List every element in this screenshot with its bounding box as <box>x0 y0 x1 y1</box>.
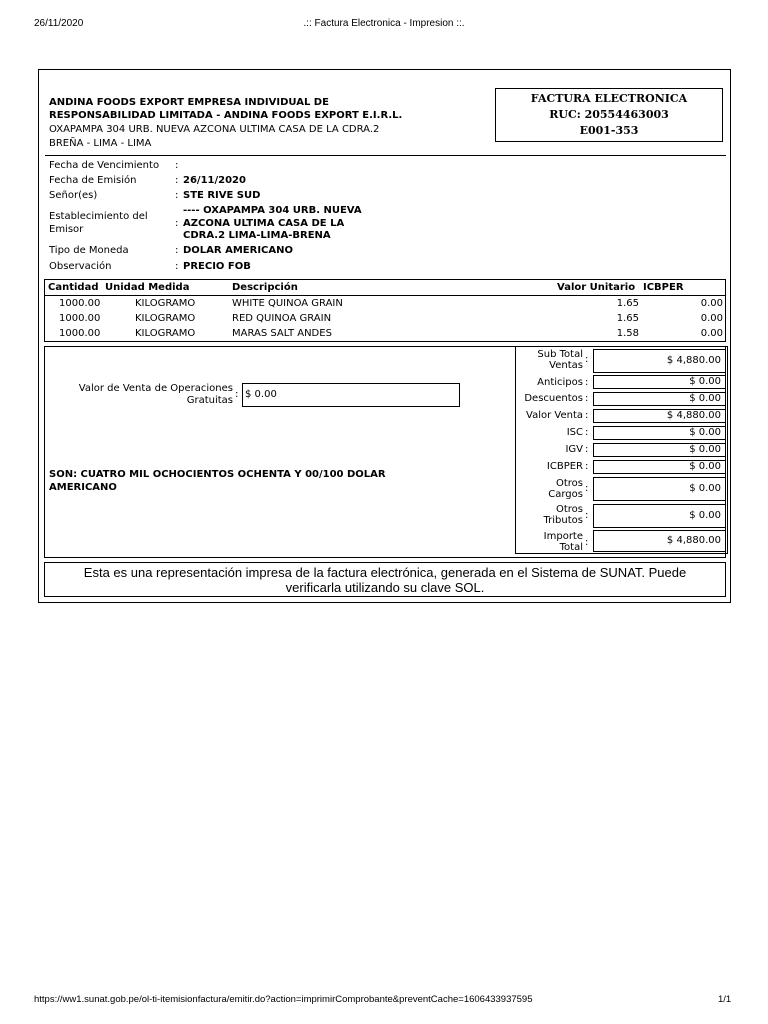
row-unit: KILOGRAMO <box>135 313 196 324</box>
client-value: STE RIVE SUD <box>183 190 261 201</box>
establishment-label-line2: Emisor <box>49 224 84 235</box>
total-colon: : <box>585 410 589 421</box>
establishment-value-line2: AZCONA ULTIMA CASA DE LA <box>183 218 345 229</box>
establishment-label-line1: Establecimiento del <box>49 211 148 222</box>
total-label-line1: Sub Total <box>537 349 583 360</box>
total-label: ISC <box>566 427 583 438</box>
total-value: $ 0.00 <box>593 375 726 389</box>
establishment-colon: : <box>175 218 179 229</box>
row-desc: WHITE QUINOA GRAIN <box>232 298 343 309</box>
gratuitas-value: $ 0.00 <box>242 383 460 407</box>
total-value: $ 4,880.00 <box>593 530 726 552</box>
invoice-frame <box>38 69 731 603</box>
row-qty: 1000.00 <box>59 298 101 309</box>
currency-label: Tipo de Moneda <box>49 245 129 256</box>
due-date-label: Fecha de Vencimiento <box>49 160 160 171</box>
total-colon: : <box>585 354 589 365</box>
row-price: 1.58 <box>616 328 639 339</box>
establishment-value-line3: CDRA.2 LIMA-LIMA-BRENA <box>183 230 331 241</box>
row-icbper: 0.00 <box>700 298 723 309</box>
observation-colon: : <box>175 261 179 272</box>
total-value: $ 0.00 <box>593 426 726 440</box>
due-date-colon: : <box>175 160 179 171</box>
sunat-notice <box>44 562 726 597</box>
col-header-unit: Unidad Medida <box>105 282 190 293</box>
col-header-desc: Descripción <box>232 282 298 293</box>
client-label: Señor(es) <box>49 190 98 201</box>
total-colon: : <box>585 461 589 472</box>
currency-value: DOLAR AMERICANO <box>183 245 293 256</box>
col-header-icbper: ICBPER <box>643 282 684 293</box>
row-unit: KILOGRAMO <box>135 298 196 309</box>
items-header-divider <box>45 295 725 296</box>
company-address-line2: BREÑA - LIMA - LIMA <box>49 138 152 149</box>
total-label <box>515 504 583 526</box>
col-header-qty: Cantidad <box>48 282 99 293</box>
total-label-line1: Otros <box>555 478 583 489</box>
sunat-notice-line1: Esta es una representación impresa de la factura electrónica, generada en el Sistema de SUNAT. Puede <box>83 565 687 580</box>
amount-in-words <box>49 468 386 494</box>
issue-date-value: 26/11/2020 <box>183 175 246 186</box>
row-icbper: 0.00 <box>700 328 723 339</box>
total-label-line2: Ventas <box>549 360 583 371</box>
invoice-id-box <box>495 88 723 142</box>
company-name-line2: RESPONSABILIDAD LIMITADA - ANDINA FOODS EXPORT E.I.R.L. <box>49 110 403 121</box>
total-label <box>515 349 583 371</box>
gratuitas-label <box>73 383 233 407</box>
total-colon: : <box>585 377 589 388</box>
items-table <box>44 279 726 342</box>
establishment-value-line1: ---- OXAPAMPA 304 URB. NUEVA <box>183 205 362 216</box>
total-colon: : <box>585 483 589 494</box>
row-price: 1.65 <box>616 313 639 324</box>
total-label: Anticipos <box>537 377 583 388</box>
issue-date-label: Fecha de Emisión <box>49 175 137 186</box>
total-label-line2: Cargos <box>548 489 583 500</box>
total-value: $ 0.00 <box>593 443 726 457</box>
total-colon: : <box>585 510 589 521</box>
totals-table <box>515 346 728 554</box>
total-value: $ 0.00 <box>593 477 726 501</box>
total-colon: : <box>585 537 589 548</box>
total-label-line2: Tributos <box>543 515 583 526</box>
row-icbper: 0.00 <box>700 313 723 324</box>
invoice-number: E001-353 <box>579 124 639 137</box>
total-value: $ 0.00 <box>593 392 726 406</box>
total-colon: : <box>585 393 589 404</box>
row-unit: KILOGRAMO <box>135 328 196 339</box>
amount-in-words-line1: SON: CUATRO MIL OCHOCIENTOS OCHENTA Y 00/100 DOLAR <box>49 469 386 480</box>
invoice-type: FACTURA ELECTRONICA <box>530 92 688 105</box>
total-colon: : <box>585 444 589 455</box>
amount-in-words-line2: AMERICANO <box>49 482 117 493</box>
total-colon: : <box>585 427 589 438</box>
total-label-line2: Total <box>559 542 583 553</box>
print-url: https://ww1.sunat.gob.pe/ol-ti-itemisionfactura/emitir.do?action=imprimirComprobante&preventCache=1606433937595 <box>34 994 533 1005</box>
total-value: $ 0.00 <box>593 504 726 528</box>
gratuitas-colon: : <box>235 389 239 400</box>
total-label-line1: Importe <box>543 531 583 542</box>
col-header-price: Valor Unitario <box>557 282 636 293</box>
total-value: $ 4,880.00 <box>593 349 726 373</box>
company-name-line1: ANDINA FOODS EXPORT EMPRESA INDIVIDUAL DE <box>49 97 329 108</box>
total-label: IGV <box>565 444 583 455</box>
row-desc: MARAS SALT ANDES <box>232 328 332 339</box>
total-value: $ 0.00 <box>593 460 726 474</box>
row-qty: 1000.00 <box>59 313 101 324</box>
total-label-line1: Otros <box>555 504 583 515</box>
row-qty: 1000.00 <box>59 328 101 339</box>
company-address-line1: OXAPAMPA 304 URB. NUEVA AZCONA ULTIMA CASA DE LA CDRA.2 <box>49 124 380 135</box>
total-label: Descuentos <box>524 393 583 404</box>
total-label: Valor Venta <box>526 410 583 421</box>
total-value: $ 4,880.00 <box>593 409 726 423</box>
print-title: .:: Factura Electronica - Impresion ::. <box>303 18 465 29</box>
gratuitas-label-line2: Gratuitas <box>186 395 233 406</box>
observation-value: PRECIO FOB <box>183 261 251 272</box>
sunat-notice-line2: verificarla utilizando su clave SOL. <box>285 580 485 595</box>
header-divider <box>45 155 726 156</box>
print-page-number: 1/1 <box>718 994 732 1005</box>
total-label <box>515 531 583 553</box>
company-name <box>49 96 402 122</box>
issue-date-colon: : <box>175 175 179 186</box>
gratuitas-label-line1: Valor de Venta de Operaciones <box>78 383 233 394</box>
invoice-ruc: RUC: 20554463003 <box>549 108 669 121</box>
total-label <box>515 478 583 500</box>
row-desc: RED QUINOA GRAIN <box>232 313 332 324</box>
client-colon: : <box>175 190 179 201</box>
print-date: 26/11/2020 <box>34 18 84 29</box>
observation-label: Observación <box>49 261 112 272</box>
currency-colon: : <box>175 245 179 256</box>
total-label: ICBPER <box>546 461 583 472</box>
row-price: 1.65 <box>616 298 639 309</box>
